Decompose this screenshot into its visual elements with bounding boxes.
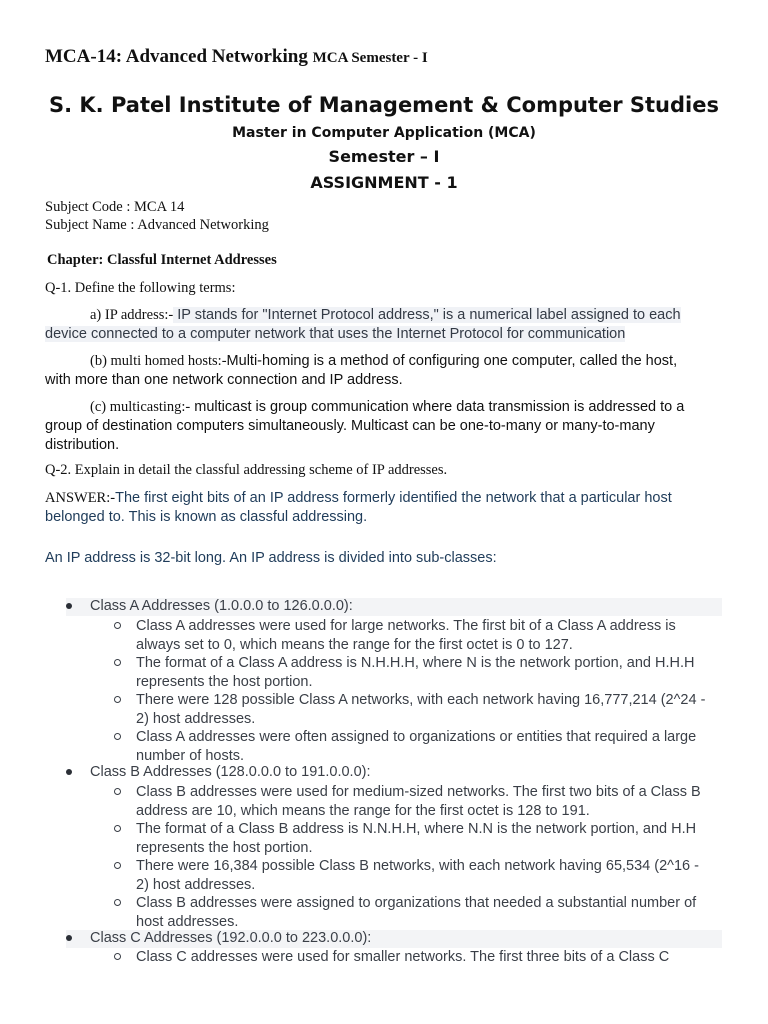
sub-item-line: There were 16,384 possible Class B networks, with each network having 65,534 (2^16 - [136,858,699,874]
question-1: Q-1. Define the following terms: [45,280,236,296]
sub-item-line: The format of a Class A address is N.H.H.H, where N is the network portion, and H.H.H [136,655,695,671]
circle-bullet-icon [114,862,121,869]
subject-code: Subject Code : MCA 14 [45,199,185,215]
circle-bullet-icon [114,659,121,666]
course-header [45,46,428,68]
definition-label: (b) multi homed hosts:- [90,353,227,369]
definition-ip-address [45,306,721,344]
definition-text: IP stands for "Internet Protocol address," is a numerical label assigned to each [173,307,681,323]
definition-text: distribution. [45,437,120,453]
intro-text: An IP address is 32-bit long. An IP address is divided into sub-classes: [45,550,497,566]
subject-name: Subject Name : Advanced Networking [45,217,269,233]
circle-bullet-icon [114,953,121,960]
sub-item-line: Class A addresses were used for large networks. The first bit of a Class A address is [136,618,676,634]
circle-bullet-icon [114,899,121,906]
chapter-heading: Chapter: Classful Internet Addresses [47,252,277,268]
sub-item-line: 2) host addresses. [136,876,256,893]
circle-bullet-icon [114,733,121,740]
sub-item-line: Class B addresses were used for medium-sized networks. The first two bits of a Class B [136,784,701,800]
sub-item-line: host addresses. [136,913,239,930]
definition-text: with more than one network connection and IP address. [45,372,403,388]
answer-intro [45,549,721,568]
answer-text: belonged to. This is known as classful addressing. [45,509,368,525]
definition-label: a) IP address:- [90,307,174,323]
sub-item-line: represents the host portion. [136,839,313,856]
answer-text: The first eight bits of an IP address formerly identified the network that a particular host [115,490,672,506]
semester-title: Semester – I [328,147,440,166]
institute-title: S. K. Patel Institute of Management & Computer Studies [49,93,719,117]
circle-bullet-icon [114,622,121,629]
definition-label: (c) multicasting:- [90,399,191,415]
definition-text: device connected to a computer network that uses the Internet Protocol for communication [45,326,626,342]
definition-multicasting [45,398,721,455]
sub-item-line: represents the host portion. [136,673,313,690]
class-title: Class C Addresses (192.0.0.0 to 223.0.0.0): [90,930,372,946]
list-item-class-b [66,764,722,782]
sub-item-line: The format of a Class B address is N.N.H.H, where N.N is the network portion, and H.H [136,821,697,837]
sub-item-line: Class B addresses were assigned to organizations that needed a substantial number of [136,895,697,911]
list-item-class-a [66,598,722,616]
bullet-icon [66,603,72,609]
definition-text: group of destination computers simultaneously. Multicast can be one-to-many or many-to-many [45,418,655,434]
assignment-title: ASSIGNMENT - 1 [310,173,458,192]
question-2: Q-2. Explain in detail the classful addressing scheme of IP addresses. [45,462,448,478]
sub-item-line: address are 10, which means the range for the first octet is 128 to 191. [136,802,590,819]
circle-bullet-icon [114,788,121,795]
circle-bullet-icon [114,825,121,832]
answer-paragraph [45,489,721,527]
sub-item-line: number of hosts. [136,747,244,764]
program-title: Master in Computer Application (MCA) [232,125,536,141]
definition-multi-homed-hosts [45,352,721,390]
course-title: MCA-14: Advanced Networking [45,46,308,67]
circle-bullet-icon [114,696,121,703]
answer-label: ANSWER:- [45,490,116,506]
definition-text: Multi-homing is a method of configuring one computer, called the host, [226,353,678,369]
bullet-icon [66,935,72,941]
definition-text: multicast is group communication where data transmission is addressed to a [190,399,685,415]
list-item-class-c [66,930,722,948]
sub-item-line: There were 128 possible Class A networks, with each network having 16,777,214 (2^24 - [136,692,706,708]
sub-item-line: always set to 0, which means the range for the first octet is 0 to 127. [136,636,573,653]
sub-item-line: Class A addresses were often assigned to organizations or entities that required a large [136,729,697,745]
sub-item-line: 2) host addresses. [136,710,256,727]
sub-item-line: Class C addresses were used for smaller networks. The first three bits of a Class C [136,949,670,965]
class-title: Class B Addresses (128.0.0.0 to 191.0.0.0): [90,764,371,780]
class-title: Class A Addresses (1.0.0.0 to 126.0.0.0): [90,598,353,614]
course-semester: MCA Semester - I [312,50,428,66]
bullet-icon [66,769,72,775]
